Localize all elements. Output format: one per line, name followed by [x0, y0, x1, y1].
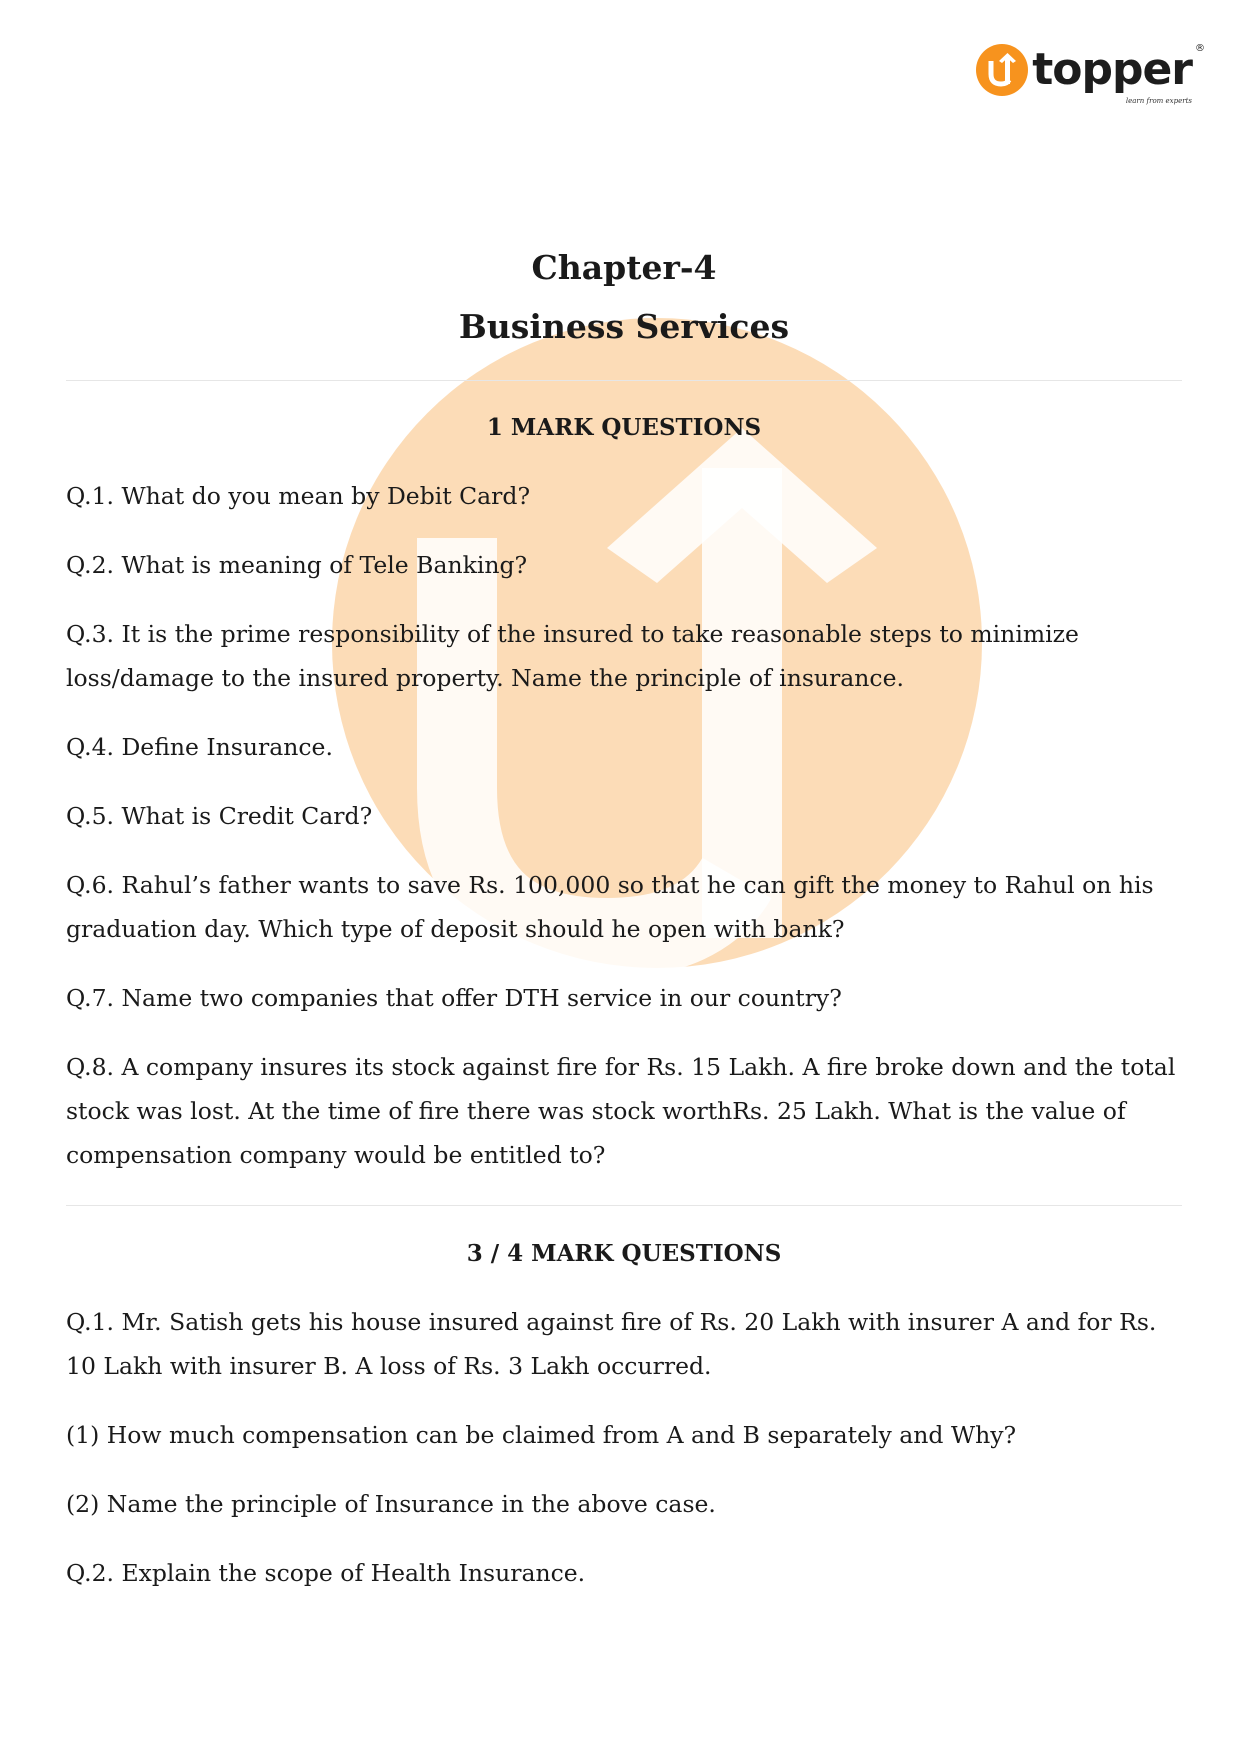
question-4: Q.4. Define Insurance.: [66, 733, 333, 761]
question-2: Q.2. What is meaning of Tele Banking?: [66, 551, 528, 579]
question-1: Q.1. What do you mean by Debit Card?: [66, 482, 531, 510]
topper-wordmark: [1032, 43, 1204, 105]
question-5: Q.5. What is Credit Card?: [66, 802, 373, 830]
long-question-1-part-1: (1) How much compensation can be claimed from A and B separately and Why?: [66, 1421, 1017, 1449]
brand-tagline: learn from experts: [1125, 97, 1192, 105]
question-6: Q.6. Rahul’s father wants to save Rs. 100,000 so that he can gift the money to Rahul on his graduation day. Which type of deposit should he open with bank?: [66, 871, 1154, 943]
section-heading-3-4-mark: 3 / 4 MARK QUESTIONS: [466, 1240, 782, 1267]
section-heading-1-mark: 1 MARK QUESTIONS: [486, 414, 762, 441]
divider: [66, 1205, 1182, 1206]
question-7: Q.7. Name two companies that offer DTH service in our country?: [66, 984, 842, 1012]
question-8: Q.8. A company insures its stock against fire for Rs. 15 Lakh. A fire broke down and the total stock was lost. At the time of fire there was stock worthRs. 25 Lakh. What is the value of compensation company would be entitled to?: [66, 1053, 1176, 1169]
divider: [66, 380, 1182, 381]
question-3: Q.3. It is the prime responsibility of the insured to take reasonable steps to minimize loss/damage to the insured property. Name the principle of insurance.: [66, 620, 1079, 692]
chapter-label: Chapter-4: [531, 248, 717, 287]
topper-mark-icon: [976, 44, 1028, 96]
long-question-1-part-2: (2) Name the principle of Insurance in the above case.: [66, 1490, 716, 1518]
long-question-1: Q.1. Mr. Satish gets his house insured against fire of Rs. 20 Lakh with insurer A and for Rs. 10 Lakh with insurer B. A loss of Rs. 3 Lakh occurred.: [66, 1308, 1157, 1380]
long-question-2: Q.2. Explain the scope of Health Insurance.: [66, 1559, 586, 1587]
registered-mark: ®: [1195, 43, 1204, 54]
page-title: Business Services: [458, 307, 790, 346]
topper-logo: [976, 43, 1204, 105]
brand-name: topper: [1032, 44, 1192, 95]
